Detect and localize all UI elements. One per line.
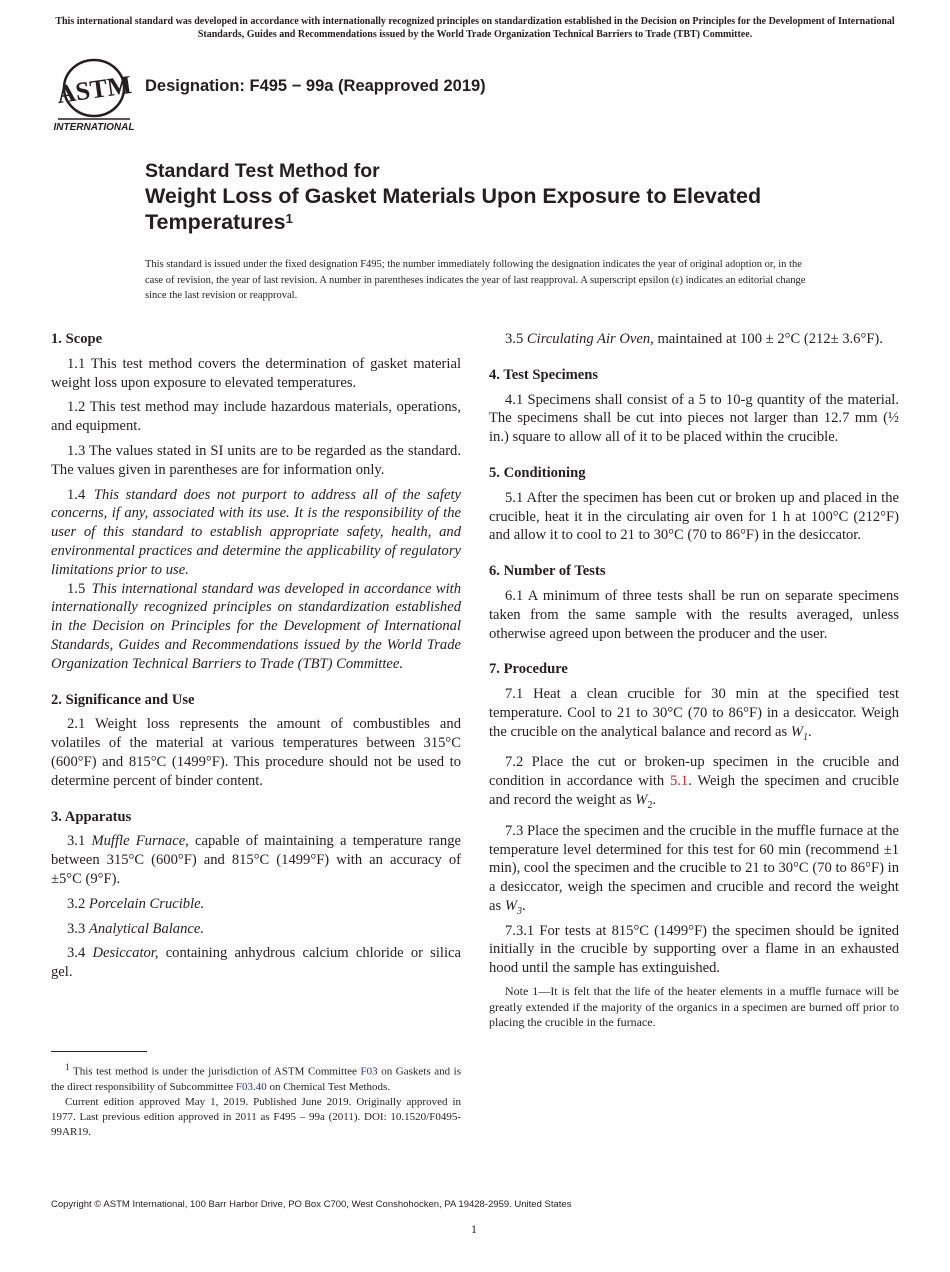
paragraph [51,580,461,674]
term: Porcelain Crucible. [88,895,205,912]
svg-text:INTERNATIONAL: INTERNATIONAL [53,122,135,132]
subcommittee-link[interactable]: F03.40 [235,1080,267,1093]
footnote [51,1060,461,1140]
paragraph-number: 3.2 [67,895,86,912]
right-column [489,330,899,1031]
paragraph-text: 7.3 Place the specimen and the crucible in the muffle furnace at the temperature level determined for this test for 60 min (recommend ±1 min), cool the specimen and the crucible to 21 to 30°C (70 to 86°F) in a desiccator, weigh the specimen and crucible and record the weight as [489,822,899,914]
paragraph [51,895,461,914]
paragraph: 4.1 Specimens shall consist of a 5 to 10-g quantity of the material. The specimens shall be cut into pieces not larger than 12.7 mm (½ in.) square to allow all of it to be placed within the crucible. [489,391,899,446]
paragraph: 1.2 This test method may include hazardous materials, operations, and equipment. [51,399,461,435]
section-link[interactable]: 5.1 [669,773,689,790]
variable: W [504,897,517,914]
designation: Designation: F495 − 99a (Reapproved 2019) [145,77,486,95]
left-column [51,330,461,982]
paragraph-number: 3.4 [67,945,86,962]
paragraph [51,486,461,580]
paragraph-number: 3.5 [505,331,524,347]
paragraph [51,832,461,888]
paragraph-text: 7.2 Place the cut or broken-up specimen in the crucible and condition in accordance with [489,754,899,790]
paragraph: 7.3.1 For tests at 815°C (1499°F) the specimen should be ignited initially in the crucible by supporting over a flame in an exhausted hood until the sample has extinguished. [489,922,899,977]
footnote-paragraph: Current edition approved May 1, 2019. Published June 2019. Originally approved in 1977. Last previous edition approved in 2011 as F495 – 99a (2011). DOI: 10.1520/F0495-99AR19. [51,1095,461,1138]
paragraph: 7.1 Heat a clean crucible for 30 min at the specified test temperature. Cool to 21 to 30°C (70 to 86°F) in a desiccator. Weigh the crucible on the analytical balance and record as $W_1$. [489,686,899,743]
title-text: Weight Loss of Gasket Materials Upon Exposure to Elevated Temperatures [145,184,762,234]
note [489,984,899,1031]
paragraph-number: 3.3 [67,920,86,937]
paragraph-text: . Weigh the specimen and crucible and record the weight as [489,773,899,809]
paragraph-text: This international standard was developed in accordance with internationally recognized principles on standardization established in the Decision on Principles for the Development of International Standards, Guides and Recommendations issued by the World Trade Organization Technical Barriers to Trade (TBT) Committee. [51,580,462,672]
variable-subscript: 2 [647,799,653,811]
section-heading: 6. Number of Tests [489,563,606,580]
note-label: Note 1 [505,984,539,999]
paragraph [489,330,899,349]
section-heading: 3. Apparatus [51,808,132,825]
variable: W [790,723,804,740]
title-footnote-mark: 1 [285,211,293,226]
section-heading: 5. Conditioning [489,464,586,481]
paragraph-number: 3.1 [67,833,86,850]
term: Desiccator, [92,945,159,962]
footnote-paragraph [51,1060,461,1095]
paragraph-number: 1.5 [67,580,86,597]
paragraph: 2.1 Weight loss represents the amount of combustibles and volatiles of the material at various temperatures between 315°C (600°F) and 815°C (1499°F). This procedure should not be used to determine percent of binder content. [51,716,461,789]
paragraph: 7.2 Place the cut or broken-up specimen in the crucible and condition in accordance with 5.1. Weigh the specimen and crucible and record the weight as $W_2$. [489,754,899,811]
section-heading: 2. Significance and Use [51,691,195,708]
paragraph: 1.3 The values stated in SI units are to be regarded as the standard. The values given in parentheses are for information only. [51,442,461,478]
title-prefix: Standard Test Method for [145,160,380,182]
variable: W [635,792,648,809]
section-heading: 1. Scope [51,331,103,347]
footnote-text: on Gaskets and is the direct responsibility of Subcommittee [51,1065,461,1093]
header-notice: This international standard was developed in accordance with internationally recognized principles on standardization established in the Decision on Principles for the Development of International Standards, Guides and Recommendations issued by the World Trade Organization Technical Barriers to Trade (TBT) Committee. [55,16,895,40]
footnote-text: on Chemical Test Methods. [269,1080,391,1093]
section-heading: 4. Test Specimens [489,366,599,383]
paragraph: 7.3 Place the specimen and the crucible in the muffle furnace at the temperature level determined for this test for 60 min (recommend ±1 min), cool the specimen and the crucible to 21 to 30°C (70 to 86°F) in a desiccator, weigh the specimen and crucible and record the weight as $W_3$. [489,822,899,917]
note-text: —It is felt that the life of the heater elements in a muffle furnace will be greatly extended if the majority of the organics in a specimen are burned off prior to placing the crucible in the furnace. [489,984,899,1030]
footnote-divider [51,1051,147,1052]
paragraph-text: maintained at 100 ± 2°C (212± 3.6°F). [657,331,883,347]
committee-link[interactable]: F03 [360,1065,378,1078]
paragraph-number: 1.4 [67,486,86,503]
page-number: 1 [471,1222,477,1236]
copyright: Copyright © ASTM International, 100 Barr Harbor Drive, PO Box C700, West Conshohocken, PA 19428-2959. United States [51,1199,572,1210]
paragraph-text: capable of maintaining a temperature range between 315°C (600°F) and 815°C (1499°F) with an accuracy of ±5°C (9°F). [51,833,461,887]
astm-logo [52,56,136,132]
paragraph [51,920,461,939]
svg-text:ASTM: ASTM [54,69,134,110]
paragraph [51,944,461,982]
paragraph: 6.1 A minimum of three tests shall be run on separate specimens taken from the same sample with the results averaged, unless otherwise agreed upon between the producer and the user. [489,587,899,642]
paragraph-text: containing anhydrous calcium chloride or silica gel. [51,945,461,981]
term: Analytical Balance. [88,920,204,937]
footnote-mark: 1 [65,1062,70,1072]
variable-subscript: 3 [517,905,522,917]
paragraph: 5.1 After the specimen has been cut or broken up and placed in the crucible, heat it in the circulating air oven for 1 h at 100°C (212°F) and allow it to cool to 21 to 30°C (70 to 86°F) in the desiccator. [489,489,899,544]
footnote-text: This test method is under the jurisdiction of ASTM Committee [72,1065,357,1078]
paragraph-text: 7.1 Heat a clean crucible for 30 min at the specified test temperature. Cool to 21 to 30°C (70 to 86°F) in a desiccator. Weigh the crucible on the analytical balance and record as [489,686,899,740]
issuance-statement: This standard is issued under the fixed designation F495; the number immediately following the designation indicates the year of original adoption or, in the case of revision, the year of last revision. A number in parentheses indicates the year of last reapproval. A superscript epsilon (ε) indicates an editorial change since the last revision or reapproval. [145,259,806,301]
term: Circulating Air Oven, [526,331,654,347]
variable-subscript: 1 [803,731,809,743]
section-heading: 7. Procedure [489,661,568,678]
paragraph: 1.1 This test method covers the determination of gasket material weight loss upon exposure to elevated temperatures. [51,355,461,391]
term: Muffle Furnace, [91,833,189,850]
paragraph-text: This standard does not purport to address all of the safety concerns, if any, associated with its use. It is the responsibility of the user of this standard to establish appropriate safety, health, and environmental practices and determine the applicability of regulatory limitations prior to use. [51,486,461,578]
document-title [145,183,845,235]
